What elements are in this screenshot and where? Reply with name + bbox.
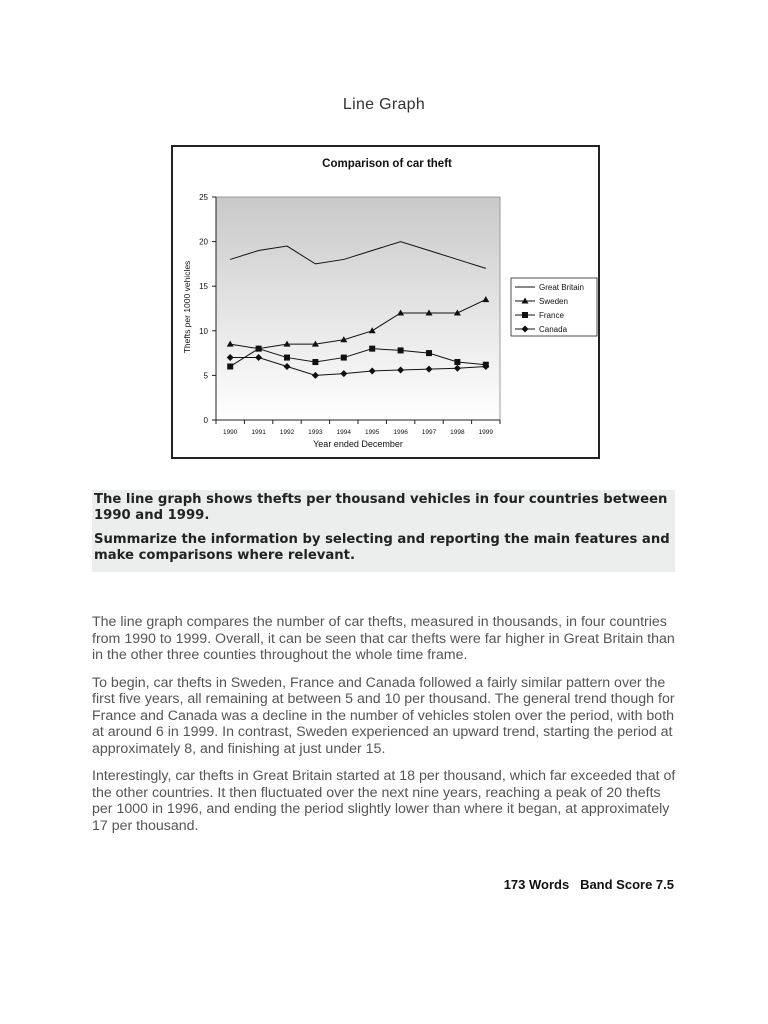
data-point-france <box>341 355 347 361</box>
y-tick-label: 15 <box>199 282 208 292</box>
y-tick-label: 5 <box>203 371 208 381</box>
x-tick-label: 1992 <box>279 429 295 436</box>
legend-marker-france <box>522 312 528 318</box>
chart-title: Comparison of car theft <box>322 158 452 170</box>
data-point-france <box>398 347 404 353</box>
x-tick-label: 1998 <box>450 429 465 436</box>
data-point-france <box>284 355 290 361</box>
score-line <box>504 877 674 892</box>
data-point-france <box>312 359 318 365</box>
y-tick-label: 25 <box>199 193 208 202</box>
essay-body <box>92 614 682 845</box>
x-tick-label: 1999 <box>478 429 494 436</box>
x-tick-label: 1993 <box>308 429 323 436</box>
x-tick-label: 1991 <box>251 429 266 436</box>
document-title: Line Graph <box>342 96 426 113</box>
data-point-france <box>426 350 432 356</box>
y-tick-label: 0 <box>203 416 208 425</box>
legend-label-france: France <box>539 311 564 320</box>
x-tick-label: 1996 <box>393 429 408 436</box>
legend-label-great-britain: Great Britain <box>539 283 584 292</box>
data-point-france <box>227 363 233 369</box>
x-tick-label: 1990 <box>222 429 238 436</box>
task-description: The line graph shows thefts per thousand vehicles in four countries between 1990 and 1999. <box>94 492 668 523</box>
chart-svg <box>173 147 598 457</box>
band-score: Band Score 7.5 <box>580 877 674 892</box>
essay-paragraph-3: Interestingly, car thefts in Great Britain started at 18 per thousand, which far exceeded that of the other countries. It then fluctuated over the next nine years, reaching a peak of 20 thefts per 1000 in 1996, and ending the period slightly lower than where it began, at approximately 17 per thousand. <box>92 768 676 834</box>
legend-label-canada: Canada <box>539 325 568 334</box>
x-tick-label: 1995 <box>364 429 380 436</box>
line-chart <box>171 145 600 459</box>
legend-label-sweden: Sweden <box>539 297 568 306</box>
x-tick-label: 1997 <box>421 429 437 436</box>
plot-area <box>216 197 500 420</box>
y-axis-label: Thefts per 1000 vehicles <box>182 260 192 354</box>
y-tick-label: 20 <box>199 237 208 247</box>
word-count: 173 Words <box>503 877 570 892</box>
task-instruction: Summarize the information by selecting and reporting the main features and make comparisons where relevant. <box>94 532 670 563</box>
x-tick-label: 1994 <box>336 429 352 436</box>
essay-paragraph-2: To begin, car thefts in Sweden, France and Canada followed a fairly similar pattern over the first five years, all remaining at between 5 and 10 per thousand. The general trend though for France and Canada was a decline in the number of vehicles stolen over the period, with both at around 6 in 1999. In contrast, Sweden experienced an upward trend, starting the period at approximately 8, and finishing at just under 15. <box>92 674 675 757</box>
data-point-france <box>369 346 375 352</box>
data-point-france <box>454 359 460 365</box>
data-point-france <box>256 346 262 352</box>
task-prompt-box <box>92 490 675 572</box>
essay-paragraph-1: The line graph compares the number of car thefts, measured in thousands, in four countries from 1990 to 1999. Overall, it can be seen that car thefts were far higher in Great Britain than in the other three counties throughout the whole time frame. <box>92 614 675 663</box>
x-axis-label: Year ended December <box>313 439 403 449</box>
y-tick-label: 10 <box>199 326 208 336</box>
